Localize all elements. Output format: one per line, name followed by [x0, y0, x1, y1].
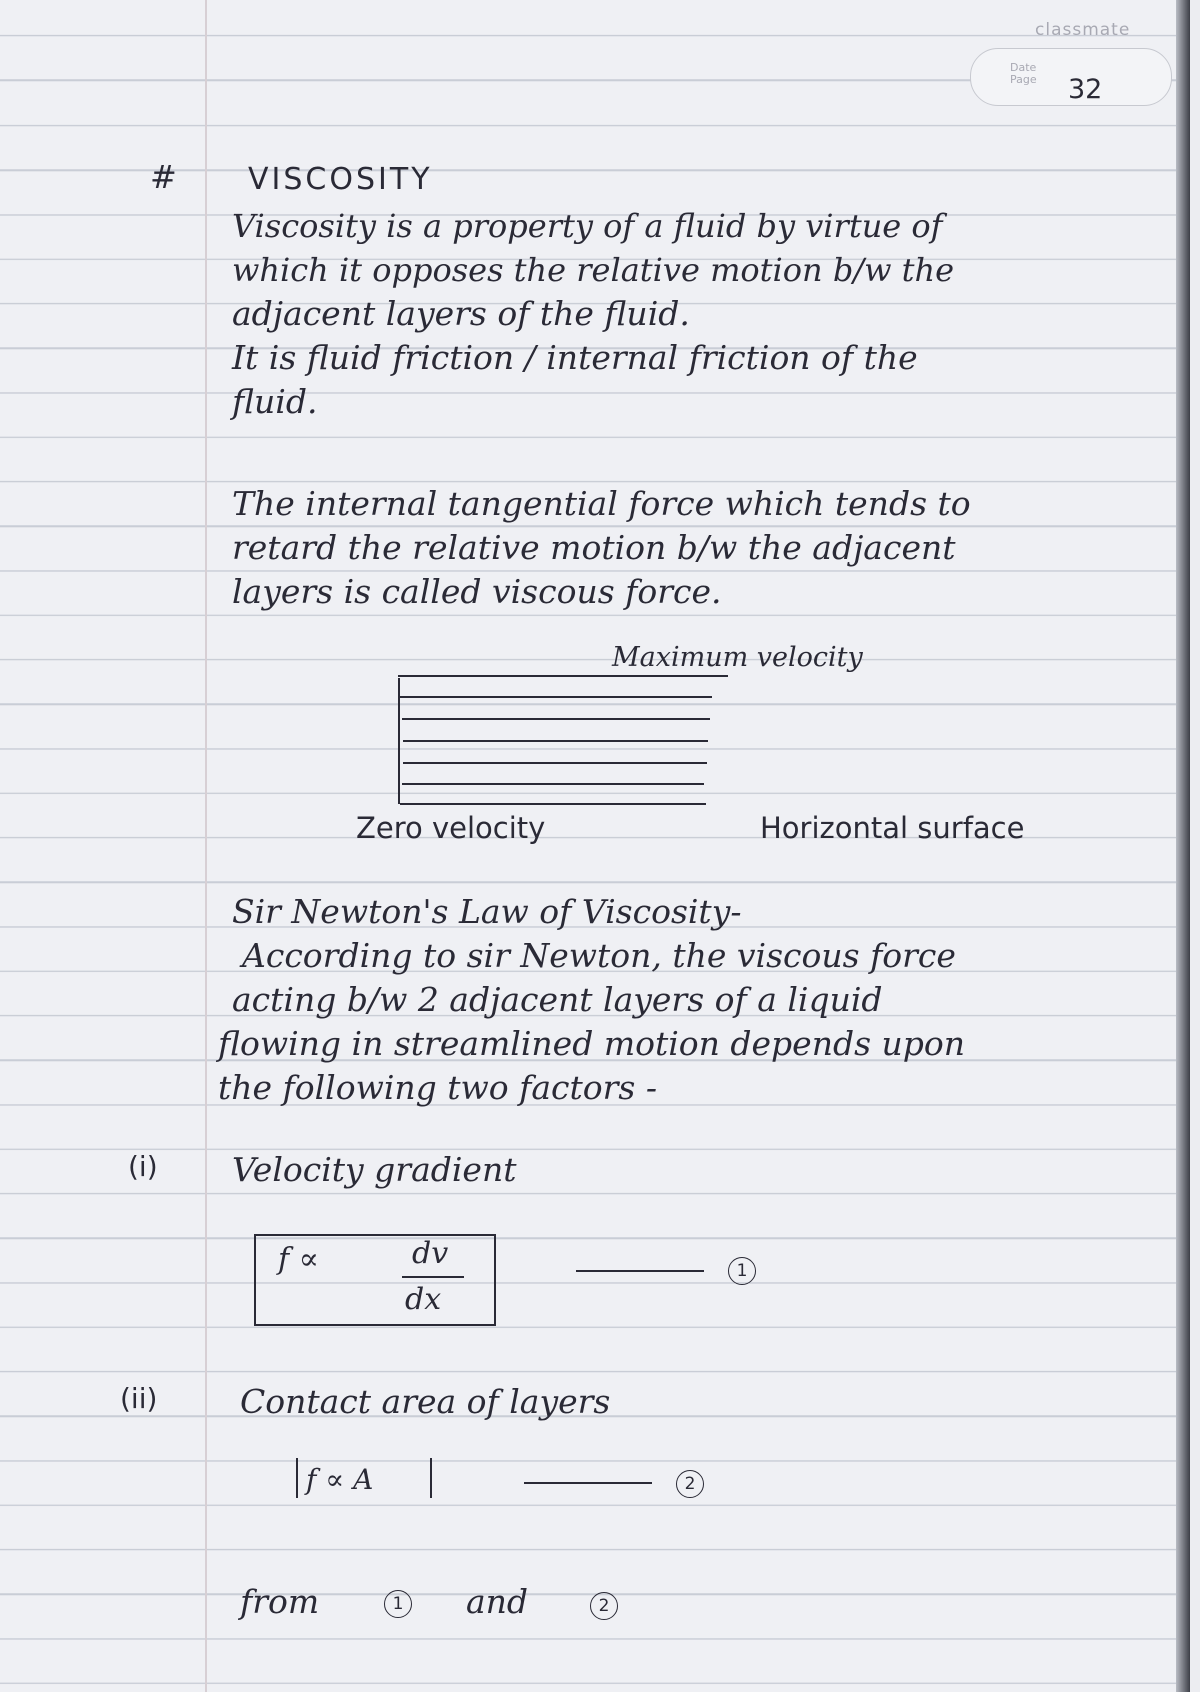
factor-title: Velocity gradient: [232, 1150, 517, 1189]
viscous-force-line: layers is called viscous force.: [232, 572, 722, 611]
newton-law-line: the following two factors -: [218, 1068, 657, 1107]
zero-velocity-label: Zero velocity: [356, 811, 546, 845]
horizontal-surface-label: Horizontal surface: [760, 811, 1025, 845]
layer-line: [400, 803, 706, 805]
factor-marker: (ii): [120, 1382, 158, 1415]
definition-line: fluid.: [232, 382, 318, 421]
newton-law-line: According to sir Newton, the viscous force: [242, 936, 956, 975]
closing-ref: 1: [384, 1590, 412, 1618]
newton-law-line: flowing in streamlined motion depends upon: [218, 1024, 966, 1063]
definition-line: Viscosity is a property of a fluid by virtue of: [232, 207, 943, 245]
eq-dash: [524, 1482, 652, 1484]
closing-and: and: [466, 1582, 529, 1621]
max-velocity-label: Maximum velocity: [612, 642, 863, 673]
closing-from: from: [240, 1582, 320, 1621]
margin-line: [205, 0, 207, 1692]
layer-line: [403, 762, 707, 764]
brand-label: classmate: [1035, 20, 1131, 40]
formula: f ∝ A: [306, 1463, 374, 1496]
closing-ref: 2: [590, 1592, 618, 1620]
newton-law-heading: Sir Newton's Law of Viscosity-: [232, 892, 742, 931]
definition-line: It is fluid friction / internal friction of the: [232, 338, 918, 377]
layer-line: [403, 740, 708, 742]
viscous-force-line: The internal tangential force which tends to: [232, 484, 971, 523]
fraction-bar: [402, 1276, 464, 1278]
page-number: 32: [1068, 74, 1103, 105]
eq-number: 1: [728, 1257, 756, 1285]
section-marker: #: [150, 158, 177, 196]
definition-line: adjacent layers of the fluid.: [232, 294, 690, 333]
viscous-force-line: retard the relative motion b/w the adjacent: [232, 528, 956, 567]
section-title: VISCOSITY: [248, 162, 433, 197]
factor-title: Contact area of layers: [240, 1382, 611, 1421]
layer-line: [400, 696, 712, 698]
eq-dash: [576, 1270, 704, 1272]
definition-line: which it opposes the relative motion b/w the: [232, 251, 955, 289]
newton-law-line: acting b/w 2 adjacent layers of a liquid: [232, 980, 883, 1019]
notebook-binding: [1176, 0, 1190, 1692]
formula-lhs: f ∝: [278, 1242, 319, 1277]
layer-line: [402, 718, 710, 720]
factor-marker: (i): [128, 1150, 158, 1183]
layer-line: [402, 783, 704, 785]
layer-edge: [398, 678, 400, 804]
layer-line: [398, 675, 728, 677]
date-page-label: Date Page: [1010, 61, 1037, 86]
eq-number: 2: [676, 1470, 704, 1498]
formula-denominator: dx: [405, 1282, 442, 1317]
formula-numerator: dv: [412, 1236, 449, 1271]
